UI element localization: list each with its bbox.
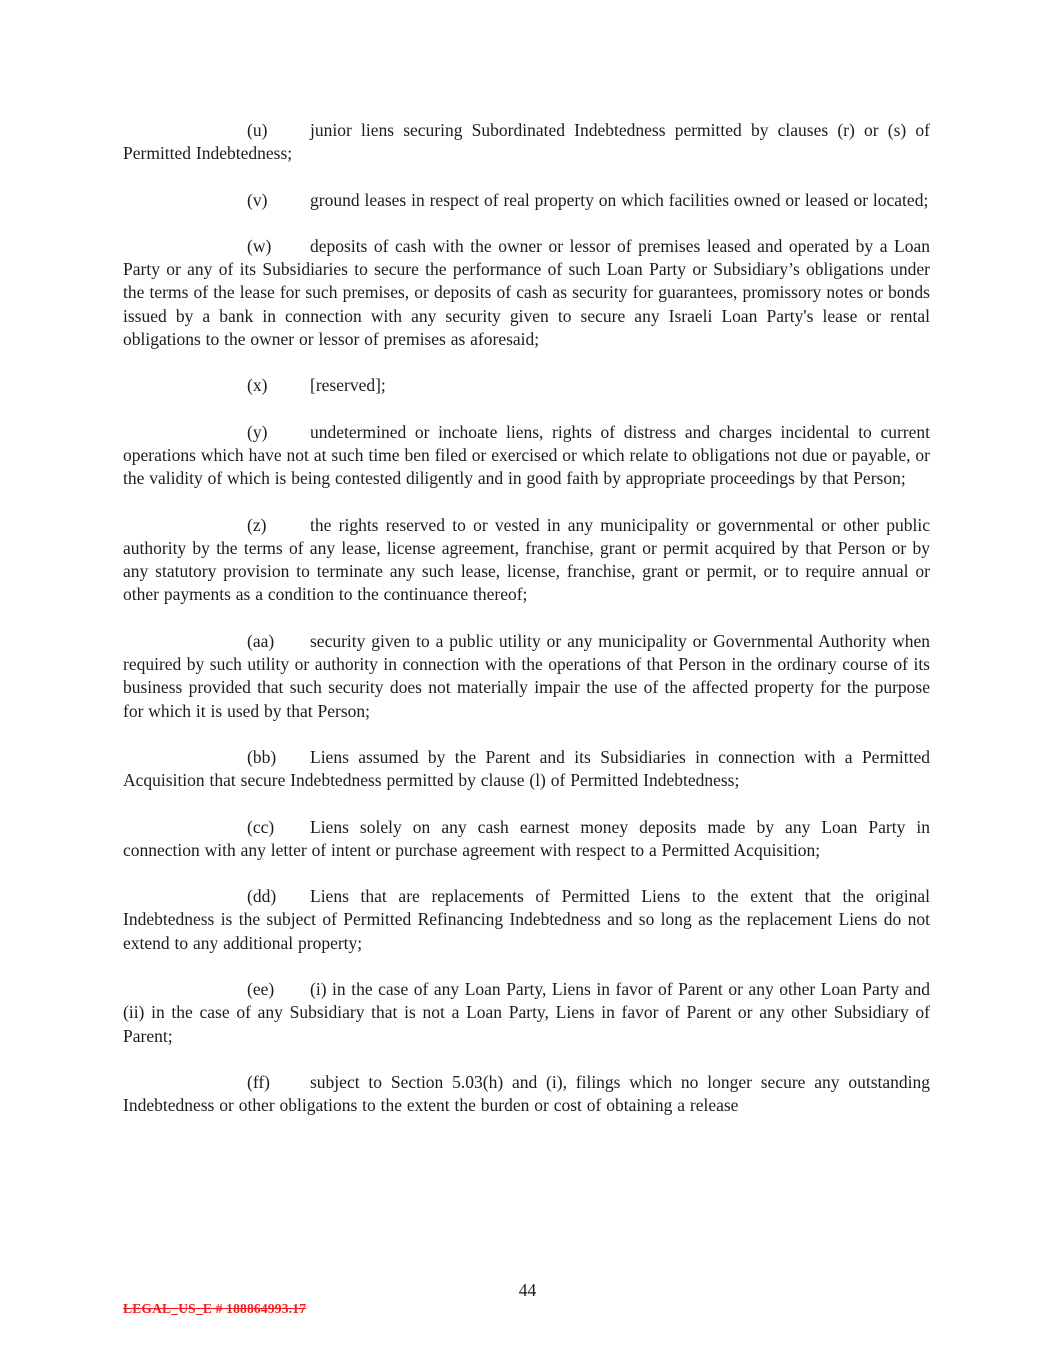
clause-paragraph [123,746,930,793]
clause-paragraph [123,119,930,166]
clause-label: (x) [247,375,268,396]
clause-text: (i) in the case of any Loan Party, Liens in favor of Parent or any other Loan Party and (ii) in the case of any Subsidiary that is not a Loan Party, Liens in favor of Parent or any other Subsidiary of Parent; [123,979,930,1046]
clause-paragraph [123,374,930,397]
clause-paragraph [123,978,930,1048]
clause-text: the rights reserved to or vested in any municipality or governmental or other public authority by the terms of any lease, license agreement, franchise, grant or permit acquired by that Person or by any statutory provision to terminate any such lease, license, franchise, grant or permit, or to require annual or other payments as a condition to the continuance thereof; [123,514,930,605]
clause-paragraph [123,816,930,863]
clause-text: ground leases in respect of real property on which facilities owned or leased or located; [310,189,929,210]
document-body [123,119,930,1141]
clause-label: (u) [247,120,268,140]
clause-label: (y) [247,421,268,442]
clause-paragraph [123,421,930,491]
clause-text: junior liens securing Subordinated Indebtedness permitted by clauses (r) or (s) of Permitted Indebtedness; [123,120,930,164]
clause-label: (dd) [247,886,277,907]
page-number: 44 [518,1280,537,1300]
clause-label: (z) [247,514,267,535]
clause-paragraph [123,514,930,607]
clause-text: subject to Section 5.03(h) and (i), filings which no longer secure any outstanding Indebtedness or other obligations to the extent the burden or cost of obtaining a release [123,1071,930,1116]
clause-text: undetermined or inchoate liens, rights of distress and charges incidental to current operations which have not at such time ben filed or exercised or which relate to obligations not due or payable, or the validity of which is being contested diligently and in good faith by appropriate proceedings by that Person; [123,421,930,489]
clause-label: (bb) [247,746,277,767]
clause-text: Liens assumed by the Parent and its Subsidiaries in connection with a Permitted Acquisition that secure Indebtedness permitted by clause (l) of Permitted Indebtedness; [123,746,930,791]
clause-paragraph [123,235,930,351]
clause-text: security given to a public utility or any municipality or Governmental Authority when required by such utility or authority in connection with the operations of that Person in the ordinary course of its business provided that such security does not materially impair the use of the affected property for the purpose for which it is used by that Person; [123,630,930,721]
clause-paragraph [123,630,930,723]
clause-label: (w) [247,235,272,256]
clause-text: [reserved]; [310,375,386,396]
document-footer-id: LEGAL_US_E # 188864993.17 [123,1301,307,1316]
clause-text: Liens solely on any cash earnest money deposits made by any Loan Party in connection with any letter of intent or purchase agreement with respect to a Permitted Acquisition; [123,816,930,860]
clause-paragraph [123,189,930,212]
clause-paragraph [123,885,930,955]
clause-label: (cc) [247,816,275,837]
clause-label: (ee) [247,979,275,1000]
clause-label: (ff) [247,1071,270,1092]
clause-text: Liens that are replacements of Permitted Liens to the extent that the original Indebtedness is the subject of Permitted Refinancing Indebtedness and so long as the replacement Liens do not extend to any additional property; [123,886,930,953]
clause-label: (v) [247,189,268,210]
clause-text: deposits of cash with the owner or lessor of premises leased and operated by a Loan Party or any of its Subsidiaries to secure the performance of such Loan Party or Subsidiary’s obligations under the terms of the lease for such premises, or deposits of cash as security for guarantees, promissory notes or bonds issued by a bank in connection with any security given to secure any Israeli Loan Party's lease or rental obligations to the owner or lessor of premises as aforesaid; [123,235,930,350]
clause-label: (aa) [247,630,275,651]
clause-paragraph [123,1071,930,1118]
